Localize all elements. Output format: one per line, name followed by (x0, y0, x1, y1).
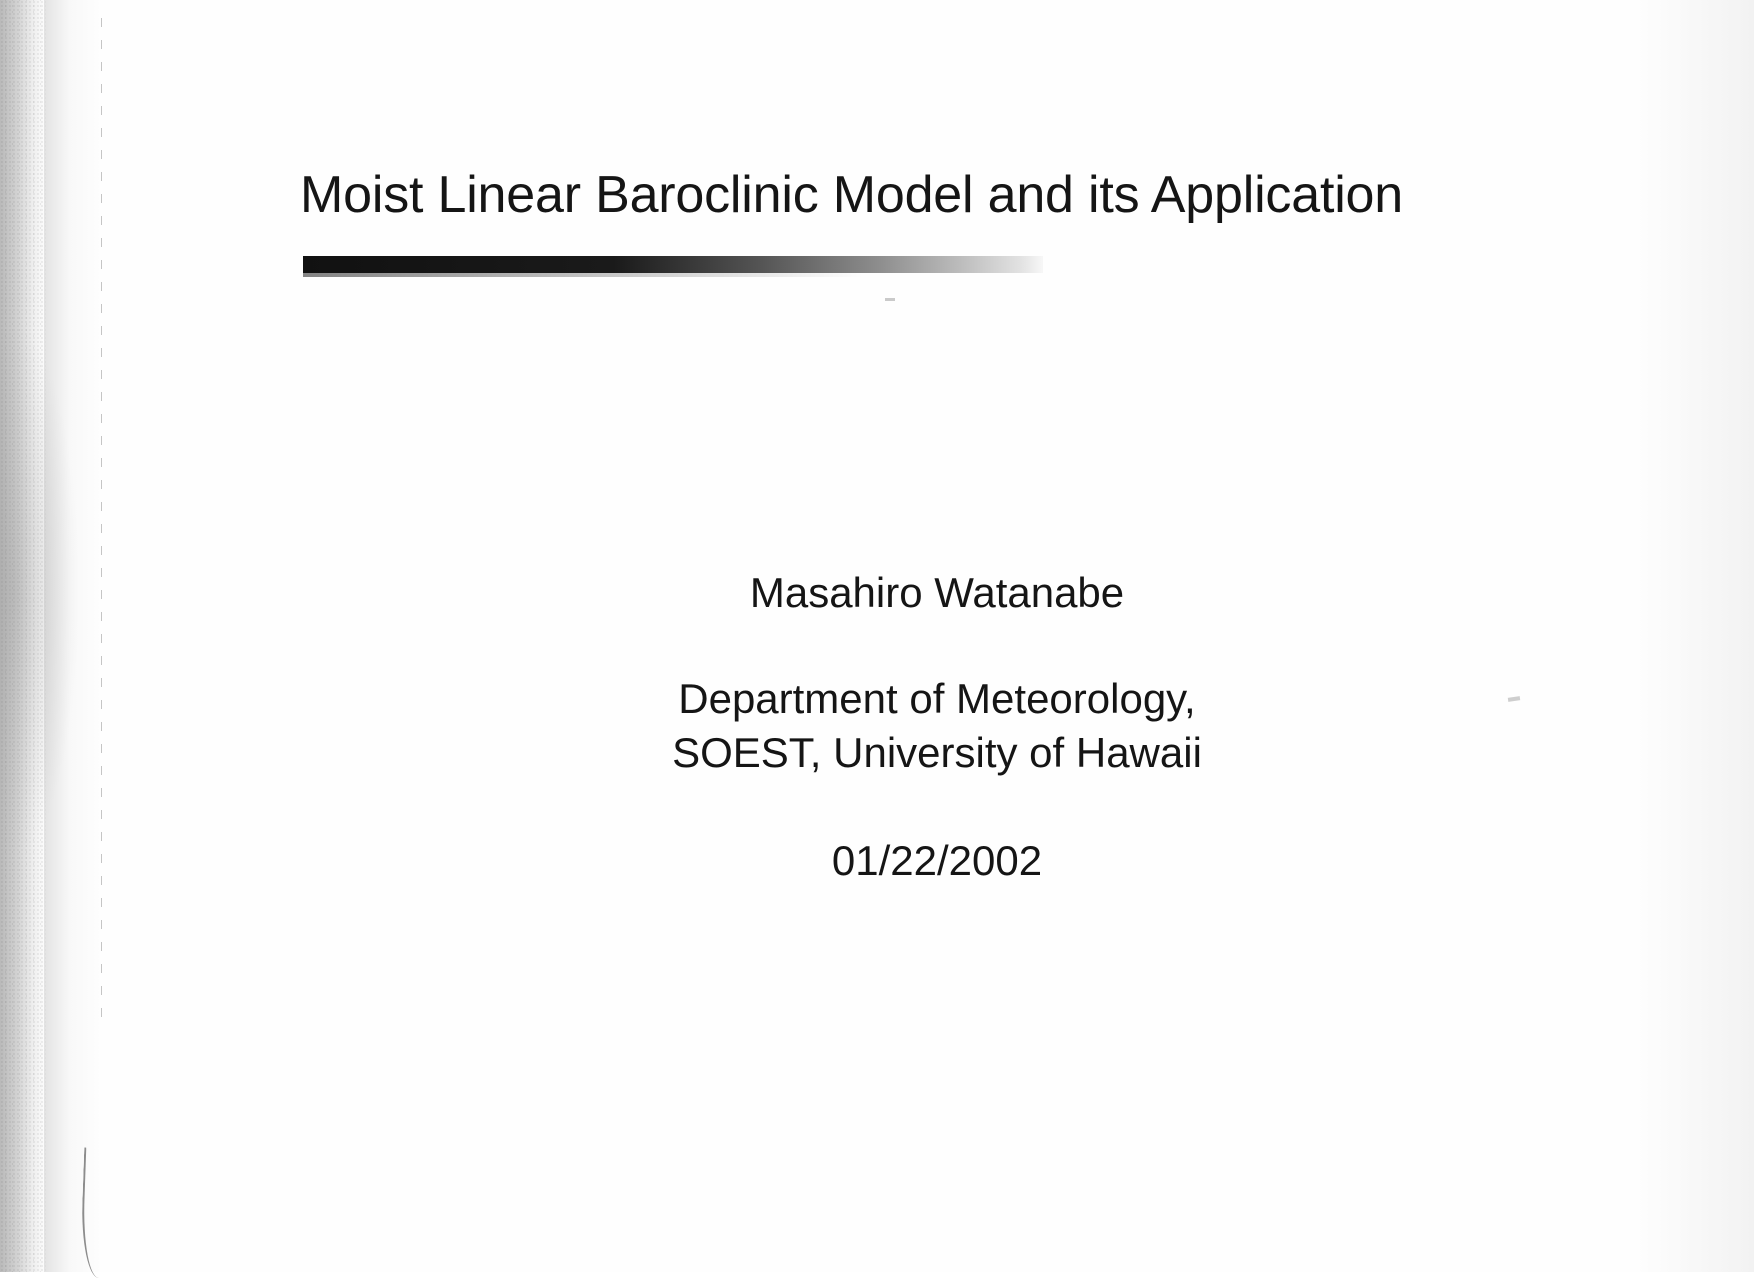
slide-byline-block (0, 570, 1754, 884)
presentation-date: 01/22/2002 (831, 836, 1043, 884)
affiliation-line-1: Department of Meteorology, (678, 675, 1196, 723)
title-underline-gradient-bar (303, 256, 1043, 273)
affiliation (120, 672, 1754, 780)
author-name: Masahiro Watanabe (749, 569, 1125, 616)
affiliation-line-2: SOEST, University of Hawaii (672, 728, 1202, 776)
slide-title: Moist Linear Baroclinic Model and its Application (300, 166, 1403, 224)
